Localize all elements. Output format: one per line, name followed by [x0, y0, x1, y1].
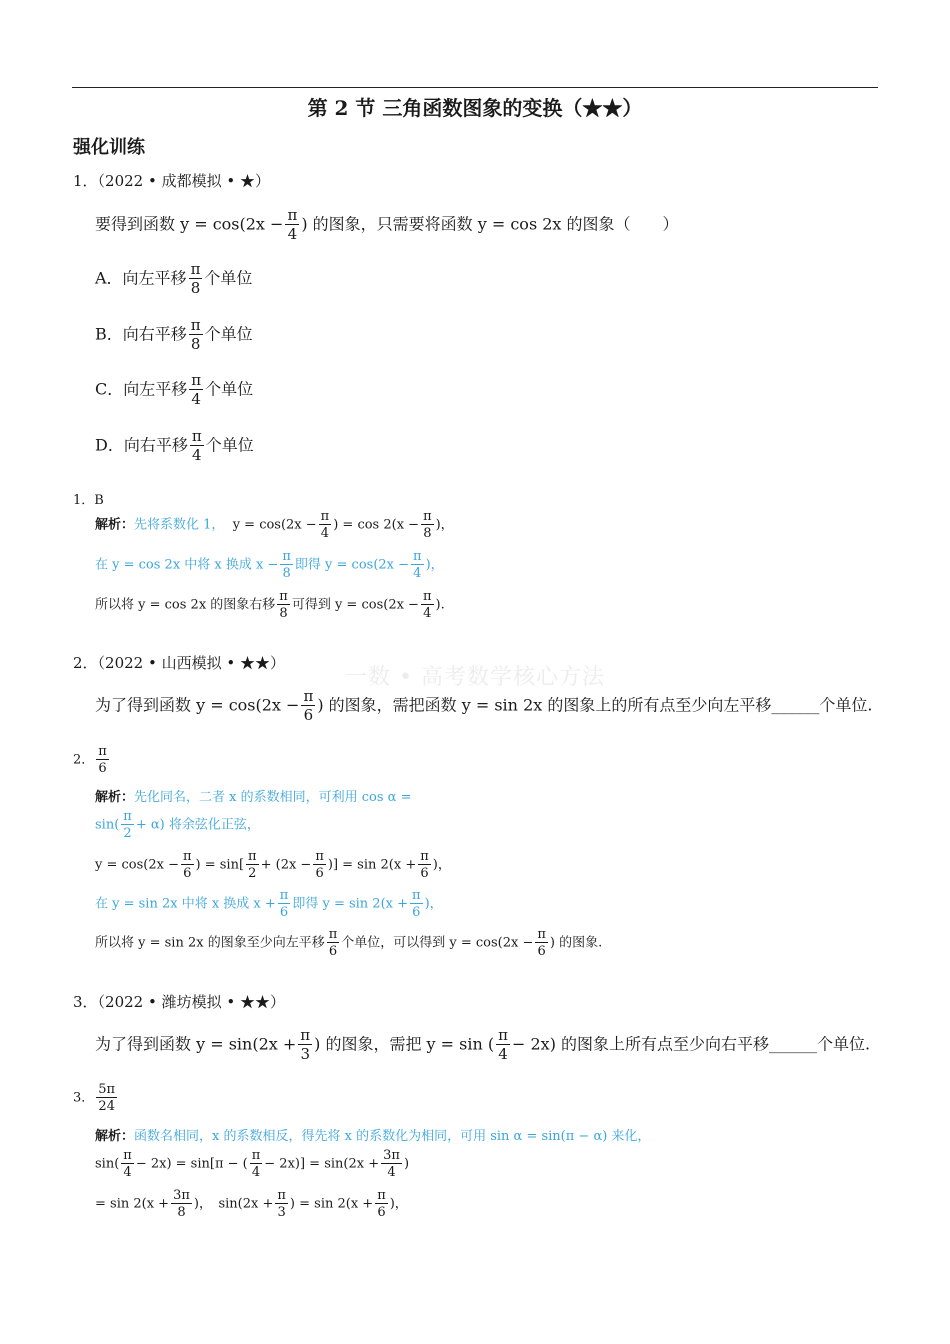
q3-heading: 3．（2022 • 潍坊模拟 • ★★）: [73, 993, 285, 1011]
q1-option-c: C．向左平移 $\frac{\pi}{4}$ 个单位: [95, 371, 254, 408]
q1-heading: 1．（2022 • 成都模拟 • ★）: [73, 172, 270, 190]
watermark: 一数 • 高考数学核心方法: [345, 665, 605, 690]
q2-heading: 2．（2022 • 山西模拟 • ★★）: [73, 654, 285, 672]
q1-stem-text-b: ) 的图象，只需要将函数 y = cos 2x 的图象（ ）: [301, 214, 679, 234]
q1-option-a: A．向左平移 $\frac{\pi}{8}$ 个单位: [95, 260, 253, 297]
q1-stem: [95, 208, 679, 242]
q2-stem-fraction: $\frac{\pi}{6}$: [303, 687, 314, 724]
q2-answer-fraction: $\frac{\pi}{6}$: [98, 744, 107, 776]
q3-stem: 为了得到函数 y = sin(2x + $\frac{\pi}{3}$ ) 的图象，需把 y = sin ( $\frac{\pi}{4}$ − 2x) 的图象上所有点至少向右平移______个单位.: [95, 1026, 871, 1063]
q2-stem: 为了得到函数 y = cos(2x − $\frac{\pi}{6}$ ) 的图象，需把函数 y = sin 2x 的图象上的所有点至少向左平移______个单位.: [95, 687, 873, 724]
page-title: 第 2 节 三角函数图象的变换（★★）: [307, 96, 643, 120]
header-rule: [72, 87, 878, 88]
q3-answer: 3． $\frac{5\pi}{24}$: [73, 1082, 116, 1114]
q1-solution-line-2: 在 y = cos 2x 中将 x 换成 x − $\frac{\pi}{8}$ 即得 y = cos(2x − $\frac{\pi}{4}$ )，: [95, 549, 444, 581]
q1-solution-line-3: 所以将 y = cos 2x 的图象右移 $\frac{\pi}{8}$ 可得到 y = cos(2x − $\frac{\pi}{4}$ ).: [95, 589, 445, 621]
q1-solution-line-1: 解析：先将系数化 1， y = cos(2x − $\frac{\pi}{4}$ ) = cos 2(x − $\frac{\pi}{8}$ )，: [95, 509, 454, 541]
q1-option-b: B．向右平移 $\frac{\pi}{8}$ 个单位: [95, 316, 253, 353]
q1-answer: 1．B: [73, 493, 104, 508]
q2-solution-line-1: 解析：先化同名，二者 x 的系数相同，可利用 cos α =: [95, 790, 412, 805]
q3-solution-line-3: = sin 2(x + $\frac{3\pi}{8}$ )， sin(2x + $\frac{\pi}{3}$ ) = sin 2(x + $\frac{\pi}{6}$ )，: [95, 1188, 408, 1220]
q1-option-c-fraction: $\frac{\pi}{4}$: [191, 371, 202, 408]
q1-stem-text-a: 要得到函数 y = cos(2x −: [95, 214, 284, 234]
q2-answer: 2． $\frac{\pi}{6}$: [73, 744, 107, 776]
q2-solution-line-3: y = cos(2x − $\frac{\pi}{6}$ ) = sin[ $\frac{\pi}{2}$ + (2x − $\frac{\pi}{6}$ )] = sin 2(x + $\frac{\pi}{6}$ )，: [95, 849, 451, 881]
q1-stem-fraction: $\frac{\pi}{4}$: [287, 206, 298, 243]
q3-solution-line-2: sin( $\frac{\pi}{4}$ − 2x) = sin[π − ( $\frac{\pi}{4}$ − 2x)] = sin(2x + $\frac{3\pi}{4}$ ): [95, 1148, 410, 1180]
q3-solution-line-1: 解析：函数名相同，x 的系数相反，得先将 x 的系数化为相同，可用 sin α = sin(π − α) 来化，: [95, 1129, 651, 1144]
q2-solution-line-5: 所以将 y = sin 2x 的图象至少向左平移 $\frac{\pi}{6}$ 个单位，可以得到 y = cos(2x − $\frac{\pi}{6}$ ) 的图象.: [95, 927, 603, 959]
q1-option-d: D．向右平移 $\frac{\pi}{4}$ 个单位: [95, 427, 254, 464]
section-heading: 强化训练: [73, 137, 145, 158]
q1-option-a-fraction: $\frac{\pi}{8}$: [190, 260, 201, 297]
q1-option-b-fraction: $\frac{\pi}{8}$: [190, 316, 201, 353]
q1-option-d-fraction: $\frac{\pi}{4}$: [191, 427, 202, 464]
q2-solution-line-2: sin( $\frac{\pi}{2}$ + α) 将余弦化正弦，: [95, 809, 260, 841]
q2-solution-line-4: 在 y = sin 2x 中将 x 换成 x + $\frac{\pi}{6}$ 即得 y = sin 2(x + $\frac{\pi}{6}$ )，: [95, 888, 443, 920]
q3-answer-fraction: $\frac{5\pi}{24}$: [98, 1082, 116, 1114]
